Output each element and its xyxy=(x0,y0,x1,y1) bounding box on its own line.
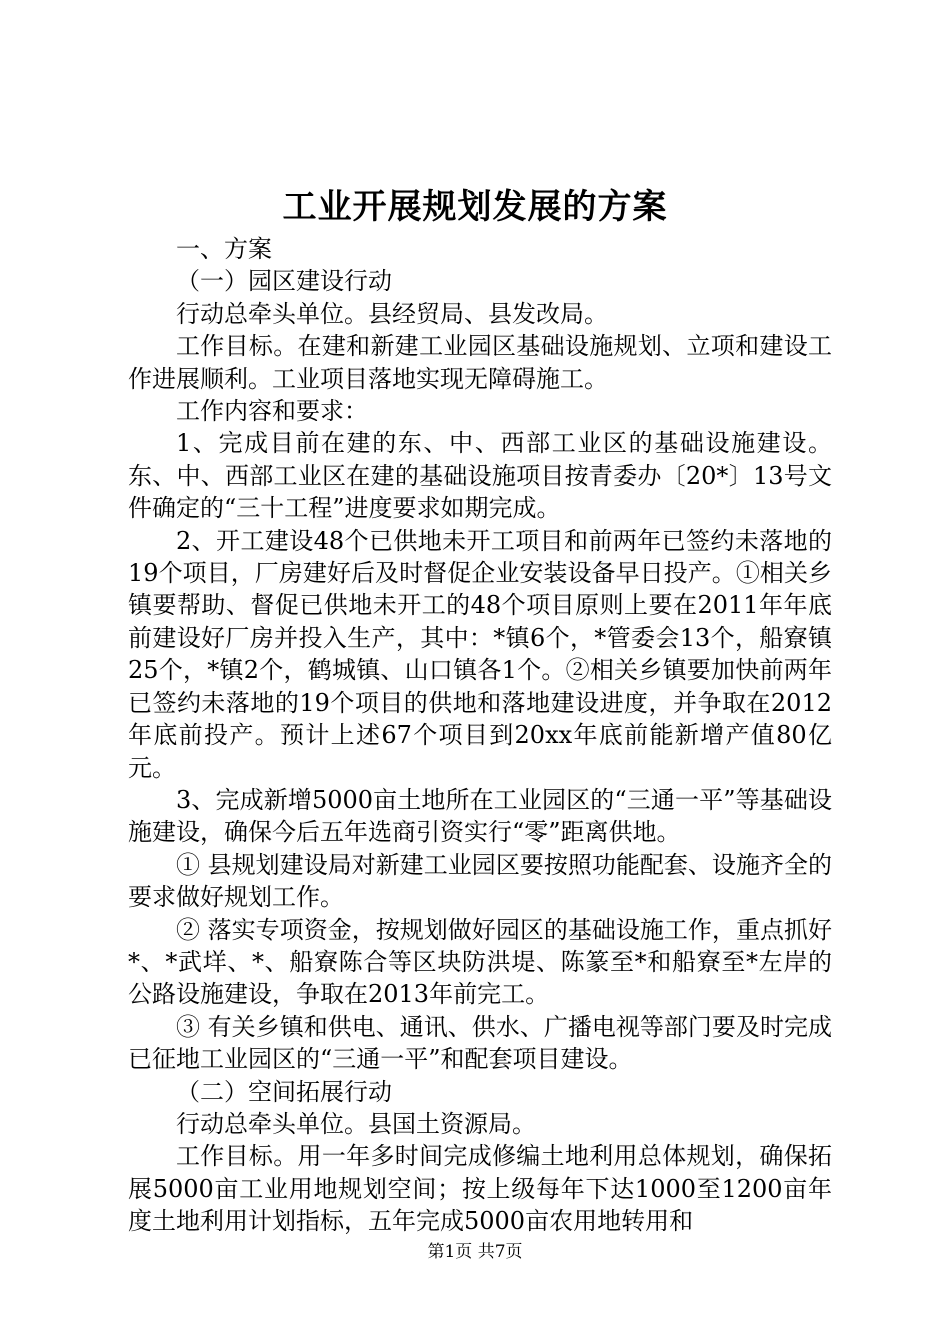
paragraph-subitem-1: ① 县规划建设局对新建工业园区要按照功能配套、设施齐全的要求做好规划工作。 xyxy=(128,850,832,912)
paragraph-subitem-3: ③ 有关乡镇和供电、通讯、供水、广播电视等部门要及时完成已征地工业园区的“三通一平”和配套项目建设。 xyxy=(128,1012,832,1074)
document-body xyxy=(128,233,832,1238)
paragraph-lead-unit-1: 行动总牵头单位。县经贸局、县发改局。 xyxy=(176,299,608,328)
paragraph-heading-plan: 一、方案 xyxy=(176,235,272,263)
paragraph-item-3: 3、完成新增5000亩土地所在工业园区的“三通一平”等基础设施建设，确保今后五年选商引资实行“零”距离供地。 xyxy=(128,785,832,847)
paragraph-work-goal-1: 工作目标。在建和新建工业园区基础设施规划、立项和建设工作进展顺利。工业项目落地实现无障碍施工。 xyxy=(128,332,832,393)
paragraph-subitem-2: ② 落实专项资金，按规划做好园区的基础设施工作，重点抓好*、*武垟、*、船寮陈合等区块防洪堤、陈篆至*和船寮至*左岸的公路设施建设，争取在2013年前完工。 xyxy=(128,915,832,1009)
paragraph-item-2: 2、开工建设48个已供地未开工项目和前两年已签约未落地的19个项目，厂房建好后及时督促企业安装设备早日投产。①相关乡镇要帮助、督促已供地未开工的48个项目原则上要在2011年年底前建设好厂房并投入生产，其中：*镇6个，*管委会13个，船寮镇25个，*镇2个，鹤城镇、山口镇各1个。②相关乡镇要加快前两年已签约未落地的19个项目的供地和落地建设进度，并争取在2012年底前投产。预计上述67个项目到20xx年底前能新增产值80亿元。 xyxy=(128,526,832,782)
paragraph-section-space-expansion: （二）空间拓展行动 xyxy=(176,1077,392,1106)
paragraph-section-park-construction: （一）园区建设行动 xyxy=(176,267,392,296)
page-number-footer: 第1页 共7页 xyxy=(427,1242,523,1262)
paragraph-item-1: 1、完成目前在建的东、中、西部工业区的基础设施建设。东、中、西部工业区在建的基础设施项目按青委办〔20*〕13号文件确定的“三十工程”进度要求如期完成。 xyxy=(128,429,832,523)
paragraph-lead-unit-2: 行动总牵头单位。县国土资源局。 xyxy=(176,1109,536,1138)
paragraph-work-goal-2: 工作目标。用一年多时间完成修编土地利用总体规划，确保拓展5000亩工业用地规划空间；按上级每年下达1000至1200亩年度土地利用计划指标，五年完成5000亩农用地转用和 xyxy=(128,1142,832,1236)
document-title: 工业开展规划发展的方案 xyxy=(282,187,668,227)
paragraph-work-content-heading: 工作内容和要求： xyxy=(176,397,368,426)
